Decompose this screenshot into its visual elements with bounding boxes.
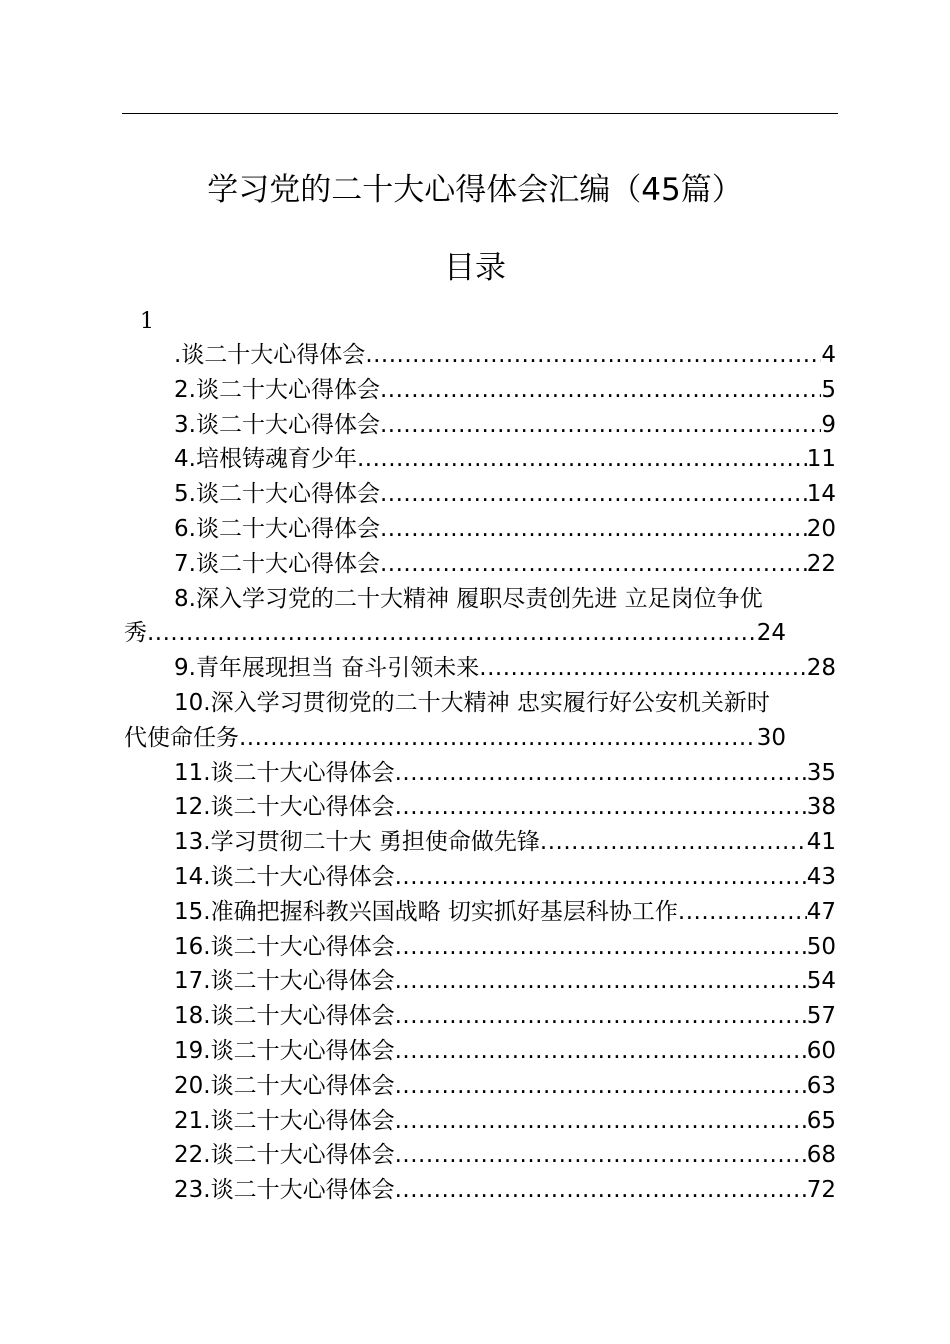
toc-entry-8-line-1[interactable] [124,582,840,617]
toc-leader [395,930,807,965]
toc-entry-3[interactable] [124,408,836,443]
toc-entry-label: 秀 [124,620,147,647]
toc-entry-page: 4 [821,342,836,368]
toc-leader [395,1173,807,1208]
toc-entry-label: 7.谈二十大心得体会 [174,550,380,577]
toc-heading: 目录 [444,250,506,286]
toc-leader [365,338,821,373]
toc-leader [239,721,757,756]
toc-entry-page: 35 [806,759,836,786]
toc-leader [395,964,807,999]
toc-leader [380,512,807,547]
toc-leader [357,442,807,477]
toc-entry-8-line-2[interactable] [124,616,786,651]
toc-entry-page: 60 [806,1037,836,1064]
toc-entry-label: 21.谈二十大心得体会 [174,1107,395,1134]
toc-entry-page: 28 [806,655,836,682]
toc-entry-label: 10.深入学习贯彻党的二十大精神 忠实履行好公安机关新时 [174,689,770,716]
toc-entry-19[interactable] [124,1034,836,1069]
toc-entry-label: 16.谈二十大心得体会 [174,933,395,960]
toc-leader [380,477,807,512]
toc-leader [678,895,807,930]
toc-leader [540,825,807,860]
toc-entry-1[interactable] [124,338,836,373]
toc-entry-6[interactable] [124,512,836,547]
toc-entry-label: 5.谈二十大心得体会 [174,481,380,508]
toc-entry-label: 8.深入学习党的二十大精神 履职尽责创先进 立足岗位争优 [174,585,763,612]
toc-entry-page: 11 [806,446,836,473]
toc-entry-16[interactable] [124,930,836,965]
toc-entry-label: 2.谈二十大心得体会 [174,376,380,403]
toc-entry-label: 17.谈二十大心得体会 [174,968,395,995]
toc-entry-2[interactable] [124,373,836,408]
toc-entry-22[interactable] [124,1138,836,1173]
table-of-contents [124,338,840,1208]
toc-entry-label: 19.谈二十大心得体会 [174,1037,395,1064]
toc-leader [147,616,757,651]
toc-entry-page: 54 [806,968,836,995]
toc-entry-label: 18.谈二十大心得体会 [174,1003,395,1030]
toc-entry-page: 20 [806,515,836,542]
toc-entry-label: 22.谈二十大心得体会 [174,1142,395,1169]
toc-entry-4[interactable] [124,442,836,477]
toc-entry-page: 68 [806,1142,836,1169]
toc-entry-18[interactable] [124,999,836,1034]
stray-number: 1 [140,309,154,334]
toc-leader [395,1104,807,1139]
toc-entry-5[interactable] [124,477,836,512]
toc-leader [479,651,806,686]
toc-entry-page: 47 [806,898,836,925]
toc-entry-label: 代使命任务 [124,724,239,751]
toc-entry-label: 11.谈二十大心得体会 [174,759,395,786]
toc-entry-label: 23.谈二十大心得体会 [174,1177,395,1204]
toc-entry-label: .谈二十大心得体会 [174,342,366,368]
toc-entry-label: 4.培根铸魂育少年 [174,446,357,473]
toc-leader [395,1069,807,1104]
toc-entry-page: 30 [756,724,786,751]
toc-entry-23[interactable] [124,1173,836,1208]
toc-entry-page: 38 [806,794,836,821]
toc-entry-page: 72 [806,1177,836,1204]
toc-entry-page: 43 [806,863,836,890]
toc-entry-label: 3.谈二十大心得体会 [174,411,380,438]
toc-entry-page: 50 [806,933,836,960]
toc-entry-label: 20.谈二十大心得体会 [174,1072,395,1099]
toc-entry-13[interactable] [124,825,836,860]
toc-entry-20[interactable] [124,1069,836,1104]
toc-entry-9[interactable] [124,651,836,686]
toc-entry-label: 6.谈二十大心得体会 [174,515,380,542]
toc-leader [395,790,807,825]
toc-entry-label: 14.谈二十大心得体会 [174,863,395,890]
toc-leader [380,373,821,408]
toc-leader [395,1138,807,1173]
toc-entry-page: 65 [806,1107,836,1134]
toc-entry-page: 24 [756,620,786,647]
toc-entry-page: 63 [806,1072,836,1099]
toc-entry-page: 5 [821,376,836,403]
document-title: 学习党的二十大心得体会汇编（45篇） [207,172,743,208]
toc-leader [395,1034,807,1069]
toc-entry-11[interactable] [124,756,836,791]
toc-leader [395,756,807,791]
toc-entry-12[interactable] [124,790,836,825]
toc-entry-7[interactable] [124,547,836,582]
toc-entry-14[interactable] [124,860,836,895]
toc-leader [395,860,807,895]
toc-leader [380,547,807,582]
toc-entry-page: 57 [806,1003,836,1030]
toc-entry-page: 41 [806,829,836,856]
toc-entry-15[interactable] [124,895,836,930]
toc-entry-page: 9 [821,411,836,438]
toc-entry-label: 12.谈二十大心得体会 [174,794,395,821]
toc-entry-page: 22 [806,550,836,577]
toc-entry-page: 14 [806,481,836,508]
toc-leader [395,999,807,1034]
toc-entry-10-line-1[interactable] [124,686,840,721]
toc-entry-17[interactable] [124,964,836,999]
toc-leader [380,408,821,443]
header-rule [122,113,838,114]
toc-entry-10-line-2[interactable] [124,721,786,756]
toc-entry-label: 13.学习贯彻二十大 勇担使命做先锋 [174,829,540,856]
toc-entry-21[interactable] [124,1104,836,1139]
toc-entry-label: 15.准确把握科教兴国战略 切实抓好基层科协工作 [174,898,678,925]
toc-entry-label: 9.青年展现担当 奋斗引领未来 [174,655,480,682]
